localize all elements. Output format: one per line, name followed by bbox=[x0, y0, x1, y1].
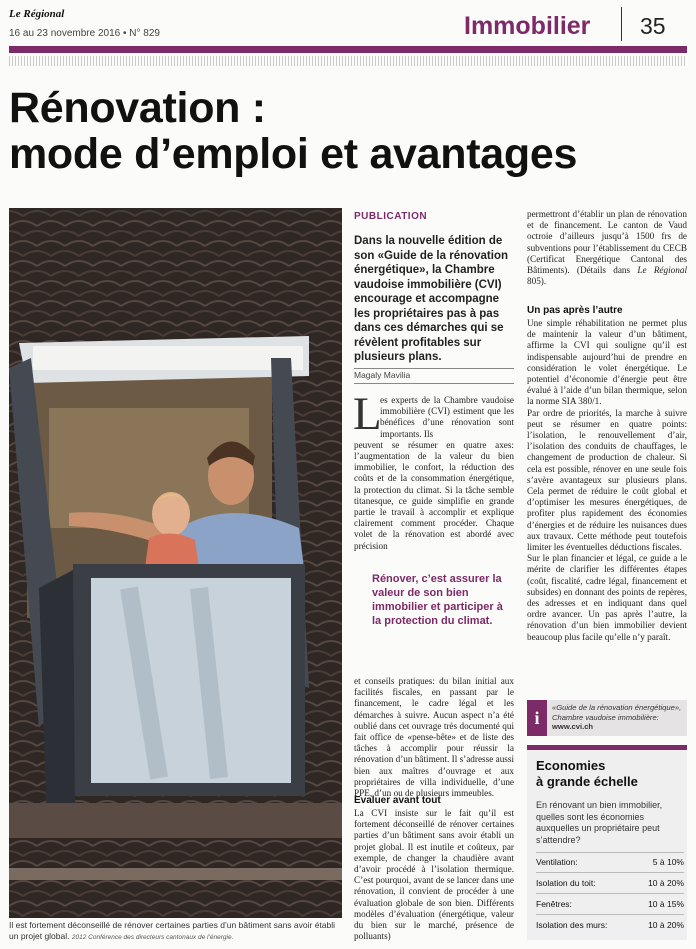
newspaper-brand: Le Régional bbox=[9, 8, 65, 20]
photo-caption bbox=[9, 920, 345, 943]
issue-date: 16 au 23 novembre 2016 • N° 829 bbox=[9, 28, 160, 39]
headline bbox=[9, 85, 689, 177]
photo-credit: 2012 Conférence des directeurs cantonaux de l’énergie. bbox=[71, 934, 234, 941]
caption-text: Il est fortement déconseillé de rénover certaines parties d’un bâtiment sans avoir établi un projet global. bbox=[9, 920, 336, 941]
pull-quote: Rénover, c’est assurer la valeur de son bien immobilier et participer à la protection du climat. bbox=[372, 573, 503, 627]
sidebar-row-value: 10 à 20% bbox=[648, 878, 684, 888]
info-url[interactable]: www.cvi.ch bbox=[552, 722, 594, 731]
section-title: Immobilier bbox=[464, 12, 591, 40]
sidebar-rule bbox=[536, 872, 684, 873]
body-paragraph-3: La CVI insiste sur le fait qu’il est fortement déconseillé de rénover certaines parties d’un bâtiment sans avoir établi un projet global. Il est inutile et coûteux, par exemple, de changer la chaudière avant d’avoir procédé à l’isolation thermique. C’est pourquoi, avant de se lancer dans une rénovation, il convient de procéder à une évaluation globale de son bien. Différents modèles d’évaluation (énergétique, valeur du bien sur le marché, présence de polluants) bbox=[354, 808, 514, 942]
author-rule-top bbox=[354, 368, 514, 369]
sidebar-row-value: 10 à 20% bbox=[648, 920, 684, 930]
body-paragraph-4 bbox=[527, 209, 687, 287]
drop-cap: L bbox=[353, 388, 382, 440]
body-paragraph-4-a: permettront d’établir un plan de rénovation et de financement. Le canton de Vaud octroie d’ailleurs jusqu’à 1500 frs de subventions pour l’établissement du CECB (Certificat Energétique Cantonal des Bâtiments). (Détails dans bbox=[527, 209, 687, 276]
dotted-rule bbox=[9, 56, 687, 66]
body-paragraph-5: Une simple réhabilitation ne permet plus de maintenir la valeur d’un bâtiment, affirme la CVI qui souligne qu’il est indispensable aujourd’hui de prendre en considération le volet énergétique. Le potentiel d’économie d’énergie peut être évalué à l’aide d’un bilan thermique, selon la norme SIA 380/1. bbox=[527, 318, 687, 407]
sidebar-intro: En rénovant un bien immobilier, quelles sont les économies auxquelles un propriétaire peut s’attendre? bbox=[536, 800, 663, 845]
article-photo bbox=[9, 208, 342, 918]
subhead-evaluer: Evaluer avant tout bbox=[354, 795, 441, 806]
body-paragraph-5-group bbox=[527, 318, 687, 643]
body-paragraph-1-lead: es experts de la Chambre vaudoise immobilière (CVI) estiment que les bénéfices d’une rénovation sont importants. Ils bbox=[380, 395, 514, 439]
sidebar-rule bbox=[536, 852, 684, 853]
sidebar-rule bbox=[536, 914, 684, 915]
sidebar-row-value: 10 à 15% bbox=[648, 899, 684, 909]
sidebar-rule bbox=[536, 893, 684, 894]
sidebar-title-line-2: à grande échelle bbox=[536, 774, 638, 789]
sidebar-row bbox=[536, 878, 684, 888]
body-paragraph-4-b: 805). bbox=[527, 276, 547, 287]
sidebar-title-line-1: Economies bbox=[536, 758, 606, 773]
sidebar-row bbox=[536, 899, 684, 909]
sidebar-row-label: Isolation du toit: bbox=[536, 878, 596, 888]
sidebar-row-label: Ventilation: bbox=[536, 857, 578, 867]
info-guide-text: «Guide de la rénovation énergétique», Chambre vaudoise immobilière: bbox=[552, 703, 682, 722]
body-paragraph-2: et conseils pratiques: du bilan initial aux facilités fiscales, en passant par le financement, le cadre légal et les démarches à suivre. Aucun aspect n’a été oublié dans cet ouvrage très documenté qui fait office de «pense-bête» et de liste des tâches à accomplir pour réussir la rénovation d’un bâtiment. Il s’adresse aussi bien aux maîtres d’ouvrage et aux propriétaires de villa individuelle, d’une PPE, d’un ou de plusieurs immeubles. bbox=[354, 676, 514, 799]
subhead-un-pas: Un pas après l’autre bbox=[527, 305, 623, 316]
info-icon: i bbox=[527, 700, 547, 736]
article-kicker: PUBLICATION bbox=[354, 211, 428, 222]
info-text bbox=[552, 703, 685, 732]
sidebar-row bbox=[536, 920, 684, 930]
body-paragraph-6: Par ordre de priorités, la marche à suivre peut se résumer en quatre points: l’isolation, le renouvellement d’air, l’isolation des conduits de chauffages, le changement de production de chaleur. Si cela est possible, rénover en une seule fois s’avère avantageux sur plusieurs plans. Cela permet de réduire le coût global et d’optimiser les mesures énergétiques, de profiter plus rapidement des économies d’énergies et de réduire les nuisances dues aux travaux. Cette méthode peut toutefois limiter les éventuelles déductions fiscales. bbox=[527, 407, 687, 553]
body-paragraph-1-rest: peuvent se résumer en quatre axes: l’augmentation de la valeur du bien immobilier, le confort, la réduction des coûts et de la consommation énergétique, la protection du climat. Si la tâche semble titanesque, ce guide simplifie en grande partie le travail à accomplir et explique clairement comment procéder. Chaque volet de la rénovation est abordé avec précision bbox=[354, 439, 514, 551]
body-paragraph-7: Sur le plan financier et légal, ce guide a le mérite de clarifier les différentes étapes (coût, fiscalité, cadre légal, financement et subsides) en donnant des points de repères, des adresses et en indiquant dans quel ordre avancer. Un pas après l’autre, la rénovation d’un bien immobilier devient beaucoup plus facile qu’elle n’y paraît. bbox=[527, 553, 687, 642]
header-rule bbox=[9, 46, 687, 53]
header-divider bbox=[621, 7, 622, 41]
body-paragraph-1 bbox=[353, 388, 514, 552]
article-lede: Dans la nouvelle édition de son «Guide de la rénovation énergétique», la Chambre vaudoise immobilière (CVI) encourage et accompagne les propriétaires pas à pas dans ces démarches qui se révèlent profitables sur plusieurs plans. bbox=[354, 235, 509, 363]
sidebar-row bbox=[536, 857, 684, 867]
sidebar-row-label: Fenêtres: bbox=[536, 899, 572, 909]
body-paragraph-4-ref: Le Régional bbox=[637, 265, 687, 276]
article-author: Magaly Mavilia bbox=[354, 370, 411, 380]
sidebar-row-value: 5 à 10% bbox=[652, 857, 684, 867]
author-rule-bottom bbox=[354, 383, 514, 384]
headline-line-2: mode d’emploi et avantages bbox=[9, 130, 578, 178]
sidebar-title bbox=[536, 758, 684, 790]
page-number: 35 bbox=[640, 13, 666, 39]
sidebar-row-label: Isolation des murs: bbox=[536, 920, 608, 930]
headline-line-1: Rénovation : bbox=[9, 84, 266, 132]
